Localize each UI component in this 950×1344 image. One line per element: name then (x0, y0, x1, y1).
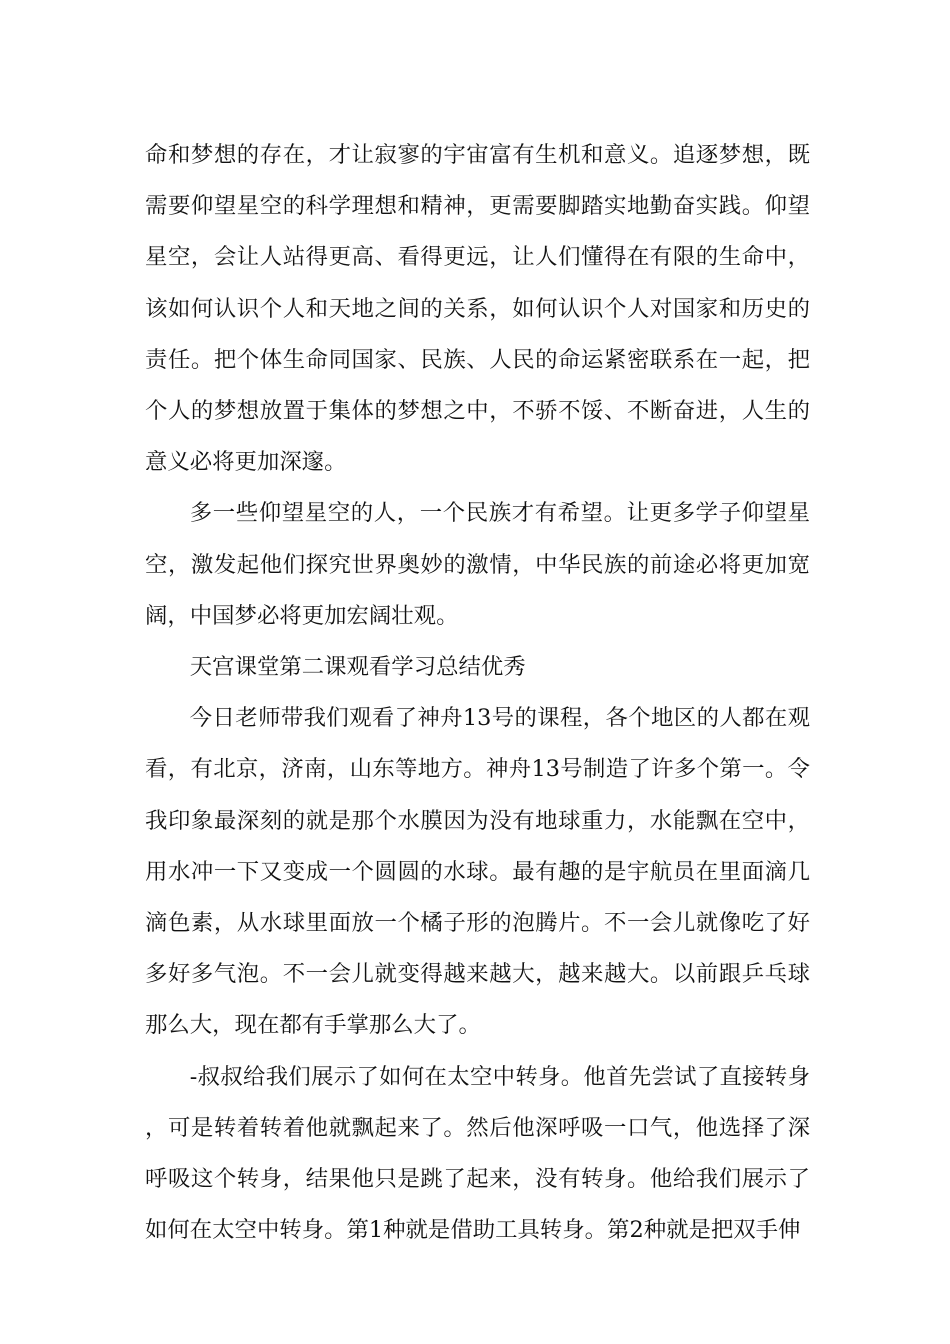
paragraph-water-ball: 今日老师带我们观看了神舟13号的课程，各个地区的人都在观看，有北京，济南，山东等地方。神舟13号制造了许多个第一。令我印象最深刻的就是那个水膜因为没有地球重力，水能飘在空中，用水冲一下又变成一个圆圆的水球。最有趣的是宇航员在里面滴几滴色素，从水球里面放一个橘子形的泡腾片。不一会儿就像吃了好多好多气泡。不一会儿就变得越来越大，越来越大。以前跟乒乓球那么大，现在都有手掌那么大了。 (145, 705, 810, 1039)
document-body (145, 130, 810, 1256)
section-heading: 天宫课堂第二课观看学习总结优秀 (189, 654, 526, 681)
paragraph-continuation: 命和梦想的存在，才让寂寥的宇宙富有生机和意义。追逐梦想，既需要仰望星空的科学理想和精神，更需要脚踏实地勤奋实践。仰望星空，会让人站得更高、看得更远，让人们懂得在有限的生命中，该如何认识个人和天地之间的关系，如何认识个人对国家和历史的责任。把个体生命同国家、民族、人民的命运紧密联系在一起，把个人的梦想放置于集体的梦想之中，不骄不馁、不断奋进，人生的意义必将更加深邃。 (145, 142, 810, 476)
paragraph-turning: -叔叔给我们展示了如何在太空中转身。他首先尝试了直接转身，可是转着转着他就飘起来了。然后他深呼吸一口气，他选择了深呼吸这个转身，结果他只是跳了起来，没有转身。他给我们展示了如何在太空中转身。第1种就是借助工具转身。第2种就是把双手伸 (145, 1063, 810, 1244)
paragraph-stargazing: 多一些仰望星空的人，一个民族才有希望。让更多学子仰望星空，激发起他们探究世界奥妙的激情，中华民族的前途必将更加宽阔，中国梦必将更加宏阔壮观。 (145, 500, 810, 629)
